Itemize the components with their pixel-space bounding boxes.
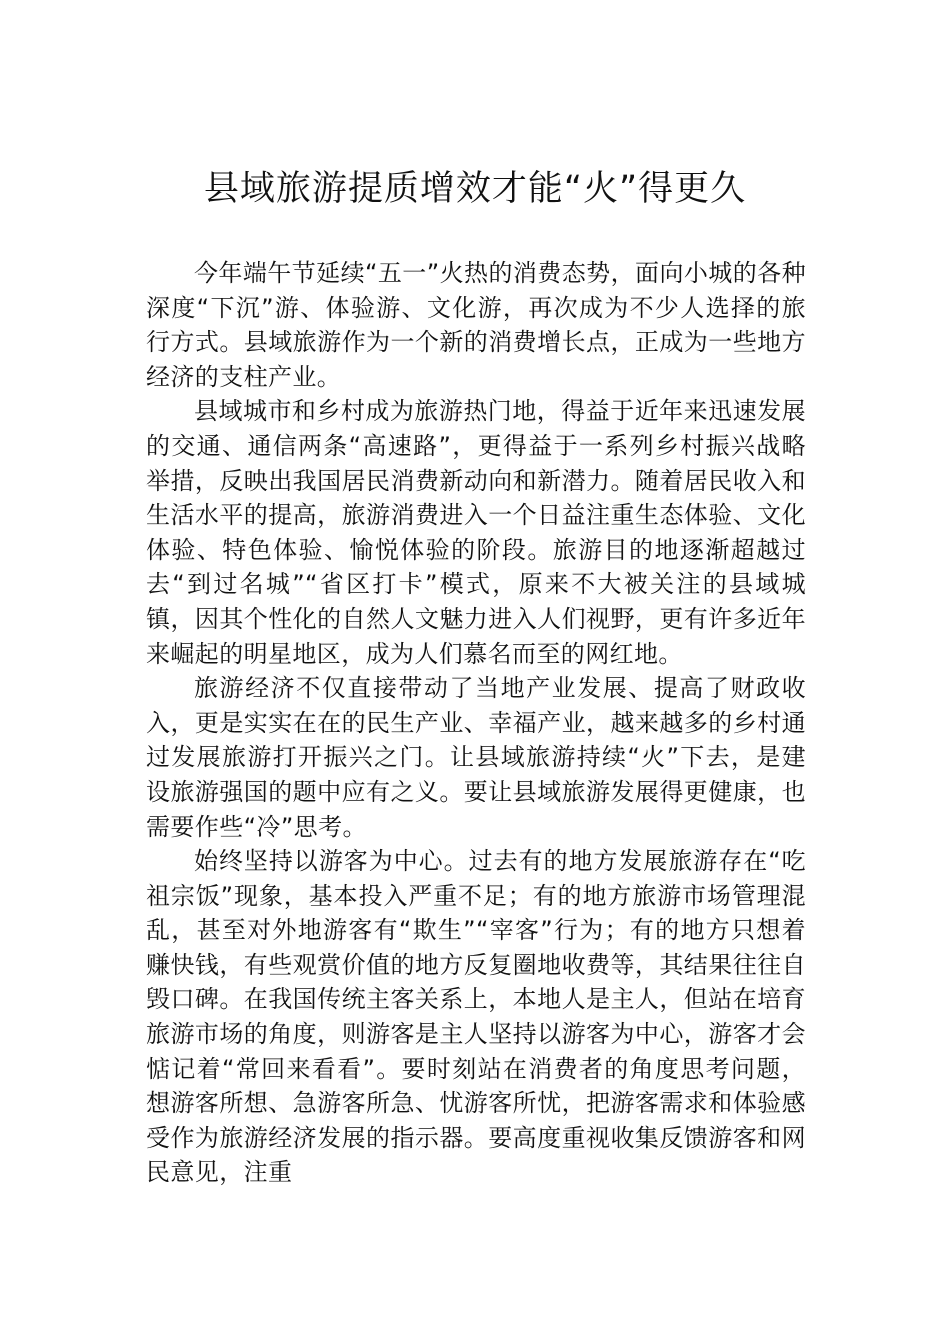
document-body	[146, 256, 806, 1190]
paragraph-4: 始终坚持以游客为中心。过去有的地方发展旅游存在“吃祖宗饭”现象，基本投入严重不足；有的地方旅游市场管理混乱，甚至对外地游客有“欺生”“宰客”行为；有的地方只想着赚快钱，有些观赏价值的地方反复圈地收费等，其结果往往自毁口碑。在我国传统主客关系上，本地人是主人，但站在培育旅游市场的角度，则游客是主人坚持以游客为中心，游客才会惦记着“常回来看看”。要时刻站在消费者的角度思考问题，想游客所想、急游客所急、忧游客所忧，把游客需求和体验感受作为旅游经济发展的指示器。要高度重视收集反馈游客和网民意见，注重	[146, 847, 806, 1187]
paragraph-1: 今年端午节延续“五一”火热的消费态势，面向小城的各种深度“下沉”游、体验游、文化游，再次成为不少人选择的旅行方式。县域旅游作为一个新的消费增长点，正成为一些地方经济的支柱产业。	[146, 259, 806, 391]
paragraph-3: 旅游经济不仅直接带动了当地产业发展、提高了财政收入，更是实实在在的民生产业、幸福产业，越来越多的乡村通过发展旅游打开振兴之门。让县域旅游持续“火”下去，是建设旅游强国的题中应有之义。要让县域旅游发展得更健康，也需要作些“冷”思考。	[146, 674, 806, 841]
document-title: 县域旅游提质增效才能“火”得更久	[203, 169, 747, 209]
paragraph-2: 县域城市和乡村成为旅游热门地，得益于近年来迅速发展的交通、通信两条“高速路”，更得益于一系列乡村振兴战略举措，反映出我国居民消费新动向和新潜力。随着居民收入和生活水平的提高，旅游消费进入一个日益注重生态体验、文化体验、特色体验、愉悦体验的阶段。旅游目的地逐渐超越过去“到过名城”“省区打卡”模式，原来不大被关注的县域城镇，因其个性化的自然人文魅力进入人们视野，更有许多近年来崛起的明星地区，成为人们慕名而至的网红地。	[146, 397, 806, 668]
